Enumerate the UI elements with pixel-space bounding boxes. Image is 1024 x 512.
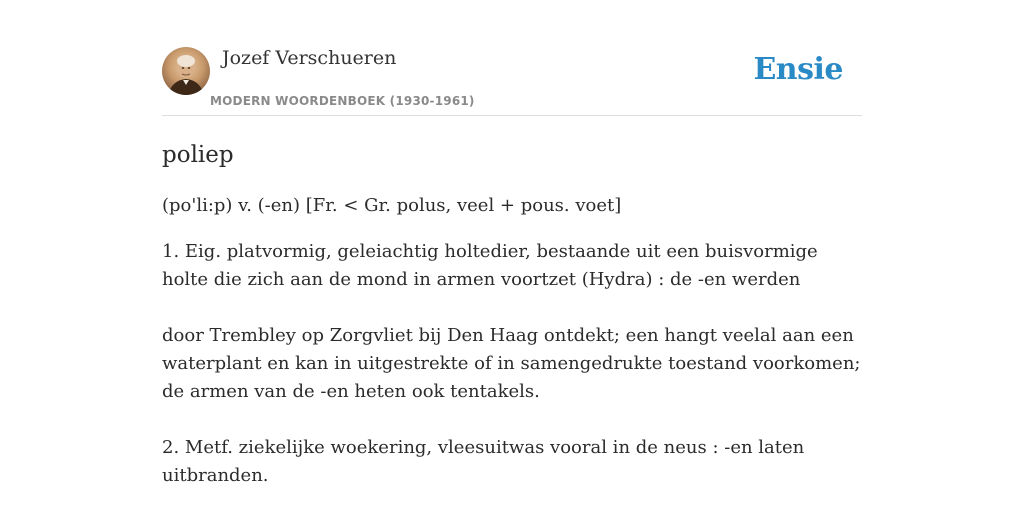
header-divider	[162, 115, 862, 116]
definition-paragraph-2: door Trembley op Zorgvliet bij Den Haag ontdekt; een hangt veelal aan een waterplant en kan in uitgestrekte of in samengedrukte toestand voorkomen; de armen van de -en heten ook tentakels.	[162, 325, 861, 402]
entry-etymology: (po'li:p) v. (-en) [Fr. < Gr. polus, veel + pous. voet]	[162, 195, 622, 216]
entry-headword: poliep	[162, 142, 234, 168]
author-avatar[interactable]	[162, 47, 210, 95]
author-name[interactable]: Jozef Verschueren	[222, 47, 397, 69]
definition-paragraph-3: 2. Metf. ziekelijke woekering, vleesuitwas vooral in de neus : -en laten uitbranden.	[162, 437, 805, 486]
definition-paragraph-1: 1. Eig. platvormig, geleiachtig holtedier, bestaande uit een buisvormige holte die zich aan de mond in armen voortzet (Hydra) : de -en werden	[162, 241, 818, 290]
entry-definition	[162, 192, 862, 490]
ensie-logo[interactable]: Ensie	[753, 52, 843, 87]
portrait-icon	[162, 47, 210, 95]
source-label[interactable]: MODERN WOORDENBOEK (1930-1961)	[210, 94, 475, 108]
